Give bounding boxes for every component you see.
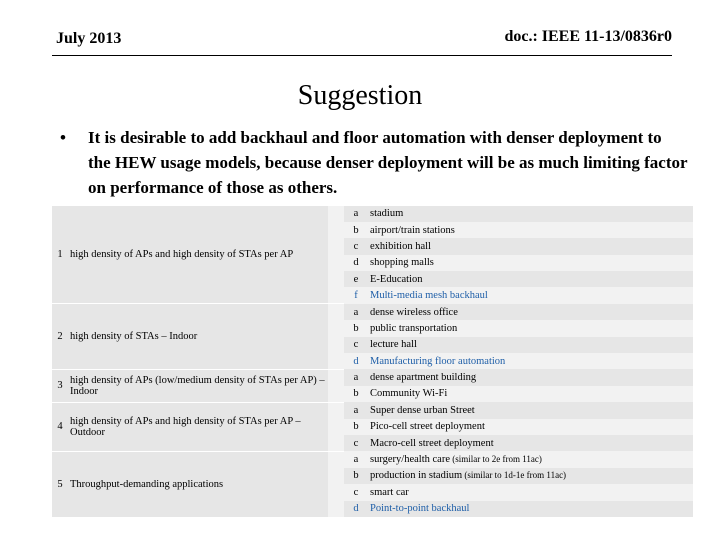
column-spacer — [328, 304, 344, 370]
table-row — [52, 402, 693, 418]
bullet-icon: • — [60, 128, 66, 147]
scenario-letter: a — [344, 451, 368, 467]
scenario-text: dense apartment building — [370, 372, 477, 384]
table-row — [52, 451, 693, 467]
usage-model-number: 3 — [52, 369, 68, 402]
usage-model-description: high density of STAs – Indoor — [68, 304, 328, 370]
scenario-letter: c — [344, 238, 368, 254]
scenario-text: Pico-cell street deployment — [370, 421, 485, 433]
scenario-letter: b — [344, 386, 368, 402]
bullet-text: It is desirable to add backhaul and floor automation with denser deployment to the HEW usage models, because denser deployment will be as much limiting factor on performance of those as others. — [88, 128, 688, 197]
scenario-text: surgery/health care — [370, 454, 450, 466]
slide-title: Suggestion — [297, 80, 423, 111]
usage-model-description: high density of APs and high density of STAs per AP – Outdoor — [68, 402, 328, 451]
scenario-letter: b — [344, 419, 368, 435]
header-date: July 2013 — [56, 30, 122, 47]
scenario-text: exhibition hall — [370, 240, 431, 252]
scenario-letter: e — [344, 271, 368, 287]
scenario-letter: d — [344, 353, 368, 369]
scenario-name — [368, 320, 693, 336]
scenario-letter: c — [344, 484, 368, 500]
scenario-letter: b — [344, 222, 368, 238]
scenario-letter: c — [344, 337, 368, 353]
scenario-text: shopping malls — [370, 257, 434, 269]
usage-model-number: 1 — [52, 206, 68, 304]
scenario-name — [368, 386, 693, 402]
scenario-text: production in stadium — [370, 470, 463, 482]
scenario-text: public transportation — [370, 322, 458, 334]
usage-model-number: 5 — [52, 451, 68, 517]
scenario-name — [368, 468, 693, 484]
scenario-text: Manufacturing floor automation — [370, 355, 506, 367]
header-doc-id: doc.: IEEE 11-13/0836r0 — [504, 28, 672, 45]
header-divider — [52, 55, 672, 56]
scenario-text: Macro-cell street deployment — [370, 437, 494, 449]
usage-model-description: Throughput-demanding applications — [68, 451, 328, 517]
scenario-name — [368, 255, 693, 271]
scenario-letter: f — [344, 287, 368, 303]
scenario-text: Community Wi-Fi — [370, 388, 448, 400]
scenario-text: lecture hall — [370, 339, 417, 351]
scenario-name — [368, 238, 693, 254]
column-spacer — [328, 369, 344, 402]
scenario-letter: a — [344, 402, 368, 418]
scenario-letter: a — [344, 304, 368, 320]
usage-model-table — [52, 205, 693, 517]
scenario-name — [368, 287, 693, 303]
usage-model-description: high density of APs and high density of STAs per AP — [68, 206, 328, 304]
scenario-text: Super dense urban Street — [370, 404, 475, 416]
scenario-letter: b — [344, 468, 368, 484]
scenario-name — [368, 337, 693, 353]
scenario-text: stadium — [370, 208, 404, 220]
scenario-name — [368, 419, 693, 435]
usage-model-number: 4 — [52, 402, 68, 451]
scenario-letter: d — [344, 501, 368, 517]
scenario-letter: c — [344, 435, 368, 451]
scenario-text: airport/train stations — [370, 224, 455, 236]
scenario-name — [368, 484, 693, 500]
scenario-letter: a — [344, 369, 368, 385]
scenario-name — [368, 369, 693, 385]
column-spacer — [328, 206, 344, 304]
scenario-name — [368, 222, 693, 238]
scenario-letter: b — [344, 320, 368, 336]
usage-model-number: 2 — [52, 304, 68, 370]
scenario-text: E-Education — [370, 273, 423, 285]
scenario-note: (similar to 1d-1e from 11ac) — [462, 470, 567, 481]
scenario-text: Point-to-point backhaul — [370, 503, 470, 515]
column-spacer — [328, 402, 344, 451]
scenario-note: (similar to 2e from 11ac) — [449, 454, 542, 465]
scenario-name — [368, 271, 693, 287]
column-spacer — [328, 451, 344, 517]
scenario-text: Multi-media mesh backhaul — [370, 290, 488, 302]
scenario-name — [368, 435, 693, 451]
table-row — [52, 206, 693, 222]
scenario-name — [368, 451, 693, 467]
usage-model-description: high density of APs (low/medium density of STAs per AP) – Indoor — [68, 369, 328, 402]
scenario-name — [368, 501, 693, 517]
table-row — [52, 304, 693, 320]
scenario-name — [368, 206, 693, 222]
scenario-letter: d — [344, 255, 368, 271]
scenario-text: smart car — [370, 486, 409, 498]
table-row — [52, 369, 693, 385]
scenario-letter: a — [344, 206, 368, 222]
scenario-text: dense wireless office — [370, 306, 458, 318]
scenario-name — [368, 402, 693, 418]
scenario-name — [368, 304, 693, 320]
scenario-name — [368, 353, 693, 369]
